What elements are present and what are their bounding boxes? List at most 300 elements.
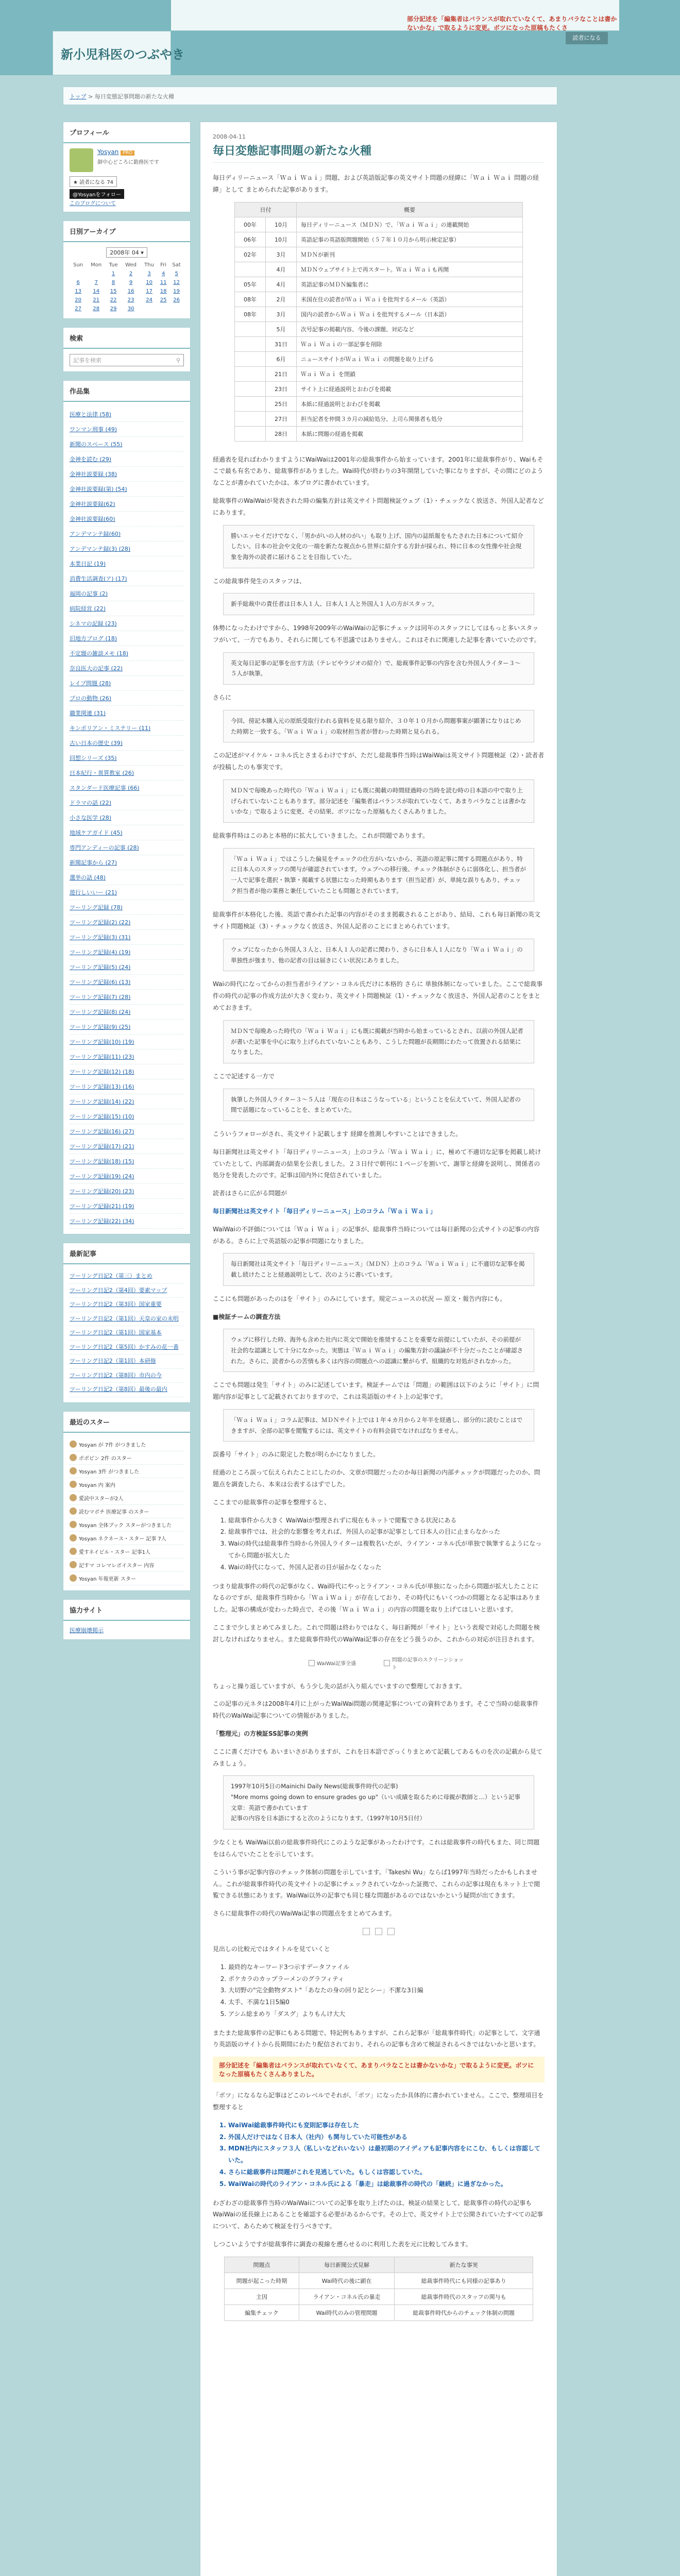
star-item [70, 1438, 184, 1451]
category-item [70, 1154, 184, 1169]
comparison-cell: 総裁事件時代からのチェック体制の問題 [395, 2304, 533, 2320]
star-text[interactable]: Yosyan が 7件 がつきました [79, 1442, 146, 1448]
recent-post-link[interactable]: ツーリング日記2（第1回）天皇の家の未明 [70, 1315, 179, 1322]
timeline-date: 31日 [266, 336, 297, 351]
comparison-cell: 総裁事件時代のスタッフの関与も [395, 2289, 533, 2304]
category-list [63, 402, 190, 1234]
category-link[interactable]: ツーリング記録(16) (27) [70, 1128, 134, 1135]
calendar-week [70, 287, 184, 296]
timeline-date: 25日 [266, 396, 297, 411]
image-icon[interactable] [375, 1928, 382, 1935]
timeline-year [235, 366, 266, 381]
timeline-row [235, 307, 523, 321]
paragraph: ここに書くだけでも あいまいさがありますが、これを日本語でざっくりまとめて記載してあるものを次の記載から見てみましょう。 [213, 1748, 542, 1767]
article-image[interactable] [384, 1653, 466, 1673]
calendar-day[interactable]: 7 [94, 280, 98, 285]
timeline-date: 10月 [266, 232, 297, 247]
search-placeholder: 記事を検索 [73, 357, 101, 364]
calendar-day[interactable]: 16 [127, 289, 134, 294]
calendar-day[interactable]: 1 [111, 271, 115, 277]
subscribe-button[interactable]: 読者になる [566, 32, 608, 44]
comparison-header: 新たな事実 [395, 2257, 533, 2273]
calendar-day[interactable]: 14 [93, 289, 100, 294]
calendar-day[interactable]: 13 [75, 289, 81, 294]
timeline-row [235, 411, 523, 426]
star-text[interactable]: 読むマボチ 医療記事 のスター [79, 1509, 149, 1515]
paragraph: ここまでの総裁事件の記事を整理すると、 [213, 1498, 331, 1506]
category-link[interactable]: 金神社説要録(第) (54) [70, 486, 127, 493]
category-link[interactable]: シネマの記録 (23) [70, 620, 117, 627]
paragraph: 総裁事件が本格化した後、英語で書かれた記事の内容がそのまま掲載されることがあり、結局、これも毎日新聞の英文サイト問題検証（3）・チェックなく放送さ、外国人記者のことにまとめられています。 [213, 911, 541, 930]
category-item [70, 1169, 184, 1184]
calendar-day [141, 304, 158, 313]
user-avatar-icon[interactable] [70, 1521, 77, 1528]
category-link[interactable]: ツーリング記録(11) (23) [70, 1054, 134, 1060]
user-avatar-icon[interactable] [70, 1454, 77, 1461]
search-input[interactable] [70, 354, 184, 366]
calendar-day[interactable]: 21 [93, 297, 100, 303]
recent-heading: 最新記事 [63, 1243, 190, 1264]
paragraph: しつこいようですが総裁事件に調査の視線を遡らせるのに利用した表を元に比較してみます。 [213, 2241, 472, 2248]
profile-description: 御中心どころに勤務医です [97, 160, 159, 165]
calendar-heading: 日別アーカイブ [63, 221, 190, 242]
recent-post-link[interactable]: ツーリング日記2（第4回）要素マップ [70, 1286, 167, 1294]
timeline-row [235, 336, 523, 351]
category-link[interactable]: 小さな医学 (28) [70, 815, 112, 821]
category-link[interactable]: 病院経営 (22) [70, 605, 106, 612]
category-link[interactable]: 金神を読む (29) [70, 456, 112, 463]
paragraph: 経過のところ誤って伝えられたことにしたのか、文章が問題だったのか毎日新聞の内部チェックが問題だったのか、問題点を調査したら、本来は公表するはずでした。 [213, 1469, 540, 1488]
blockquote: 英文毎日記事の記事を出す方法（テレビやラジオの紹介）で、総裁事件記事の内容を含む外国人ライター３〜５人が執筆。 [223, 652, 534, 685]
category-link[interactable]: ツーリング記録(22) (34) [70, 1218, 134, 1225]
category-item [70, 1035, 184, 1049]
category-link[interactable]: 福岡の記事 (2) [70, 590, 108, 597]
timeline-date: 2月 [266, 292, 297, 307]
links-widget [63, 1599, 191, 1640]
category-item [70, 1049, 184, 1064]
paragraph: つまり総裁事件の時代の記事がなく、Wai時代にやっとライアン・コネル氏が単独になったから問題が拡大したことになるのですが、総裁事件当時から「ＷａｉＷａｉ」が存在しており、その時代にもいくつかの問題となる記事はありました。記事の構成が変わった時点で、その後「Ｗａｉ Ｗａｉ」の内容の問題を取り上げてほしいと思います。 [213, 1582, 541, 1614]
category-link[interactable]: ツーリング記録(3) (31) [70, 934, 131, 941]
timeline-row [235, 321, 523, 336]
timeline-event: 担当記者を仲間３カ月の減給処分、上司ら関係者も処分 [297, 411, 523, 426]
calendar-day[interactable]: 27 [75, 306, 81, 312]
user-avatar-icon[interactable] [70, 1440, 77, 1448]
timeline-row [235, 396, 523, 411]
profile-name[interactable]: Yosyan [97, 148, 119, 156]
timeline-event: 英語記事の英語版問題開始（５７年１０月から明示検定記事） [297, 232, 523, 247]
user-avatar-icon[interactable] [70, 1548, 77, 1555]
category-link[interactable]: ツーリング記録 (78) [70, 904, 123, 911]
calendar-day[interactable]: 12 [173, 280, 180, 285]
category-link[interactable]: 消費生活調査(ア) (17) [70, 575, 127, 582]
follow-button[interactable]: ★ 読者になる 74 [70, 176, 117, 187]
timeline-date: 3月 [266, 307, 297, 321]
image-icon[interactable] [363, 1928, 370, 1935]
calendar-day[interactable]: 26 [173, 297, 180, 303]
comparison-cell: Wai時代の後に顕在 [299, 2273, 394, 2289]
user-avatar-icon[interactable] [70, 1507, 77, 1515]
paragraph: この記述がマイケル・コネル氏とさまるわけですが、ただし総裁事件当時はWaiWaiは英文サイト問題検証（2）・読者者が投稿したのも事実です。 [213, 752, 545, 771]
recent-post-item [70, 1284, 184, 1298]
list-item: 2. 総裁事件では、社会的な影響を考えれば、外国人の記事が記事として日本人の目に止まらなかった [228, 1526, 545, 1538]
partner-link[interactable]: 医療崩壊掲示 [70, 1626, 104, 1634]
star-item [70, 1558, 184, 1572]
category-link[interactable]: 新聞のスペース (55) [70, 441, 123, 448]
stars-list [63, 1433, 190, 1590]
category-link[interactable]: ツーリング記録(20) (23) [70, 1188, 134, 1195]
category-link[interactable]: ツーリング記録(6) (13) [70, 979, 131, 986]
category-item [70, 1124, 184, 1139]
star-text[interactable]: Yosyan 年報更新 スター [79, 1576, 136, 1582]
category-link[interactable]: 日本紀行・異質教室 (26) [70, 770, 134, 776]
star-text[interactable]: 記すマ コレマレボイスター 内容 [79, 1563, 155, 1569]
category-item [70, 1005, 184, 1020]
post-date[interactable]: 2008-04-11 [213, 133, 246, 140]
blockquote: 執筆した外国人ライター３〜５人は「現在の日本はこうなっている」ということを伝えていて、外国人記者の間で話題になっていることを、まとめていた。 [223, 1089, 534, 1121]
category-item [70, 541, 184, 556]
category-link[interactable]: ツーリング記録(2) (22) [70, 919, 131, 926]
recent-post-link[interactable]: ツーリング日記2（第3回）国家重要 [70, 1301, 162, 1308]
timeline-event: 国内の読者からＷａｉ Ｗａｉを批判するメール（日本語） [297, 307, 523, 321]
category-link[interactable]: ツーリング記録(8) (24) [70, 1009, 131, 1015]
category-item [70, 795, 184, 810]
avatar[interactable] [70, 148, 93, 172]
timeline-year [235, 381, 266, 396]
timeline-header-summary: 概要 [297, 202, 523, 217]
calendar-widget [63, 221, 191, 319]
timeline-date: 23日 [266, 381, 297, 396]
timeline-year: 06年 [235, 232, 266, 247]
category-item [70, 497, 184, 512]
star-item [70, 1451, 184, 1465]
star-text[interactable]: Yosyan ネクネース・スター 記事 7人 [79, 1536, 166, 1542]
article [200, 122, 557, 2576]
category-link[interactable]: 回想シリーズ (35) [70, 755, 117, 761]
timeline-row [235, 247, 523, 262]
broken-image-icon [309, 1660, 315, 1666]
list-item: 3. 大切野の"完全動物ダスト"「あなたの身の回り記とシー」不潔な3日編 [228, 1985, 545, 1996]
headline-list [228, 1961, 545, 2020]
star-text[interactable]: 愛すネイビル・スター 記事1人 [79, 1549, 150, 1555]
category-link[interactable]: ワンマン刑事 (49) [70, 426, 117, 433]
user-avatar-icon[interactable] [70, 1534, 77, 1541]
category-link[interactable]: アンデマンテ録(3) (28) [70, 546, 131, 552]
image-caption: 問題の記事のスクリーンショット [392, 1657, 464, 1671]
calendar-day[interactable]: 3 [147, 271, 151, 277]
category-link[interactable]: ツーリング記録(13) (16) [70, 1083, 134, 1090]
star-item [70, 1492, 184, 1505]
recent-post-link[interactable]: ツーリング日記2（第8回）市内の今 [70, 1371, 162, 1379]
category-link[interactable]: 不定題の雑談メモ (18) [70, 650, 129, 657]
timeline-row [235, 232, 523, 247]
list-item: 4. さらに総裁事件は問題がこれを見逃していた。もしくは容認していた。 [228, 2166, 545, 2178]
category-item [70, 437, 184, 452]
image-row [213, 1653, 545, 1673]
recent-post-item [70, 1326, 184, 1341]
comparison-cell: 編集チェック [225, 2304, 299, 2320]
category-item [70, 467, 184, 482]
recent-post-link[interactable]: ツーリング日記2（第5回）かすみの花一番 [70, 1343, 179, 1350]
user-avatar-icon[interactable] [70, 1561, 77, 1568]
month-select[interactable]: 2008年 04 ▾ [106, 247, 147, 258]
calendar-weekday: Wed [125, 262, 137, 268]
category-link[interactable]: ドラマの話 (22) [70, 800, 112, 806]
list-item: 1. WaiWai総裁事件時代にも変則記事は存在した [228, 2120, 545, 2131]
announcement-bar [171, 0, 619, 31]
calendar-day[interactable]: 17 [146, 289, 152, 294]
summary-list [228, 1515, 545, 1573]
comparison-row [225, 2289, 533, 2304]
recent-post-item [70, 1369, 184, 1383]
calendar-day[interactable]: 8 [111, 280, 115, 285]
category-item [70, 1184, 184, 1199]
category-link[interactable]: キンポリアン・ミステリー (11) [70, 725, 151, 732]
user-avatar-icon[interactable] [70, 1574, 77, 1582]
paragraph: わざわざの総裁事件当時のWaiWaiについての記事を取り上げたのは、検証の結果として、総裁事件の時代の記事もWaiWaiの延長線上にあることを確認する必要があるからです。その上で、英文サイト上で公開されていたすべての記事について、あらためて検証を行うべきです。 [213, 2199, 543, 2230]
star-text[interactable]: Yosyan 全体ブック スターがつきました [79, 1522, 172, 1529]
list-item: 5. アシム総まめり「ダスグ」よりもんけ大大 [228, 2008, 545, 2020]
category-item [70, 915, 184, 930]
category-link[interactable]: 新聞記事から (27) [70, 859, 117, 866]
comparison-cell: 総裁事件時代にも同様の記事あり [395, 2273, 533, 2289]
recent-post-link[interactable]: ツーリング日記2（第三）まとめ [70, 1273, 152, 1279]
comparison-header: 問題点 [225, 2257, 299, 2273]
sidebar [63, 122, 191, 1648]
category-link[interactable]: 選挙の話 (48) [70, 874, 106, 881]
timeline-event: 本紙に問題の経過を掲載 [297, 426, 523, 441]
category-link[interactable]: ツーリング記録(7) (28) [70, 994, 131, 1001]
timeline-date: 3月 [266, 247, 297, 262]
timeline-year: 05年 [235, 277, 266, 292]
timeline-event: 本紙に経過説明とおわびを掲載 [297, 396, 523, 411]
category-link[interactable]: 職業関連 (31) [70, 710, 106, 717]
category-link[interactable]: 専門アンディーの記事 (28) [70, 844, 139, 851]
recent-post-item [70, 1298, 184, 1312]
category-item [70, 840, 184, 855]
search-heading: 検索 [63, 328, 190, 349]
paragraph: ここまで少しまとめてみました。これで問題は終わりではなく、毎日新聞が「サイト」という表現で対応した問題を検討しなければなりません。また総裁事件時代のWaiWai記事の存在をどう扱うのか、これからの対応が注目されます。 [213, 1624, 540, 1643]
timeline-year [235, 262, 266, 277]
paragraph: この総裁事件発生のスタッフは、 [213, 577, 306, 585]
timeline-event: ＭＤＮが新刊 [297, 247, 523, 262]
timeline-year [235, 396, 266, 411]
timeline-date: 21日 [266, 366, 297, 381]
timeline-event: 毎日ディリーニュース（ＭＤＮ）で、「Ｗａｉ Ｗａｉ」の連載開始 [297, 217, 523, 232]
list-item: 2. 外国人だけではなく日本人（社内）も関与していた可能性がある [228, 2131, 545, 2143]
breadcrumb-current: 毎日変態記事問題の新たな火種 [94, 93, 174, 100]
category-link[interactable]: 旧地方ブログ (18) [70, 635, 117, 642]
star-item [70, 1518, 184, 1532]
recent-post-item [70, 1383, 184, 1397]
recent-post-link[interactable]: ツーリング日記2（第8回）最後の最内 [70, 1386, 167, 1393]
user-avatar-icon[interactable] [70, 1494, 77, 1501]
star-text[interactable]: ポポピン 2件 のスター [79, 1455, 132, 1462]
calendar-day[interactable]: 9 [129, 280, 133, 285]
category-item [70, 706, 184, 721]
category-item [70, 1214, 184, 1229]
recent-post-link[interactable]: ツーリング日記2（第1回）本研修 [70, 1358, 156, 1364]
category-item [70, 721, 184, 736]
category-link[interactable]: ツーリング記録(19) (24) [70, 1173, 134, 1180]
category-item [70, 781, 184, 795]
calendar-day[interactable]: 2 [129, 271, 133, 277]
calendar-table [70, 261, 184, 313]
stars-heading: 最近のスター [63, 1412, 190, 1433]
categories-heading: 作品集 [63, 381, 190, 402]
comparison-cell: ライアン・コネル氏の暴走 [299, 2289, 394, 2304]
blockquote: 勝いエッセイだけでなく、「男かがいの人材のがい」も取り上げ、国内の誌紙報をもたされた日本について紹介したい。日本の社会や文化の一端を新たな視点から世界に紹介する方針が採られ、特に日本の女性像や社会現象を海外の読者に届けることを目指していた。 [223, 525, 534, 568]
timeline-event: Ｗａｉ Ｗａｉ を閉鎖 [297, 366, 523, 381]
category-item [70, 1064, 184, 1079]
paragraph: こういう事が記事内容のチェック体制の問題を示しています。「Takeshi Wu」ならば1997年当時だったかもしれません。これが総裁事件時代の英文サイトの記事にチェックされていなかった証拠で、これらの記事は現在もネット上で閲覧できる状態にあります。WaiWai以外の記事でも同じ様な問題があるのではないかという疑問が出てきます。 [213, 1868, 540, 1900]
about-blog-link[interactable]: このブログについて [70, 201, 116, 207]
calendar-week [70, 304, 184, 313]
timeline-date: 27日 [266, 411, 297, 426]
category-item [70, 751, 184, 766]
star-item [70, 1505, 184, 1518]
star-text[interactable]: 愛読中スターが2人 [79, 1496, 124, 1502]
calendar-day [169, 304, 184, 313]
category-link[interactable]: ツーリング記録(17) (21) [70, 1143, 134, 1150]
calendar-day[interactable]: 25 [160, 297, 167, 303]
timeline-date: 4月 [266, 277, 297, 292]
timeline-year: 08年 [235, 292, 266, 307]
paragraph: 誤番号「サイト」のみに限定した数が明らかになりました。 [213, 1451, 380, 1459]
calendar-day[interactable]: 18 [160, 289, 167, 294]
timeline-event: ＭＤＮウェブサイト上で再スタート。Ｗａｉ Ｗａｉも再開 [297, 262, 523, 277]
calendar-day[interactable]: 28 [93, 306, 100, 312]
timeline-year [235, 321, 266, 336]
category-link[interactable]: 本業日記 (19) [70, 561, 106, 567]
category-link[interactable]: ツーリング記録(10) (19) [70, 1039, 134, 1045]
category-link[interactable]: アンデマンテ録(60) [70, 531, 121, 537]
user-avatar-icon[interactable] [70, 1481, 77, 1488]
recent-post-link[interactable]: ツーリング日記2（第1回）国家基本 [70, 1329, 162, 1336]
category-link[interactable]: スタンダード医療記事 (66) [70, 785, 140, 791]
calendar-day[interactable]: 22 [110, 297, 117, 303]
category-link[interactable]: ツーリング記録(15) (10) [70, 1113, 134, 1120]
site-title[interactable]: 新小児科医のつぶやき [61, 47, 184, 62]
star-text[interactable]: Yosyan 3件 がつきました [79, 1469, 140, 1475]
category-item [70, 1139, 184, 1154]
category-link[interactable]: 金神社説要録(60) [70, 516, 115, 522]
category-link[interactable]: ツーリング記録(4) (19) [70, 949, 131, 956]
calendar-week [70, 296, 184, 304]
category-item [70, 601, 184, 616]
category-item [70, 855, 184, 870]
calendar-weekday: Thu [144, 262, 154, 268]
profile-heading: プロフィール [63, 122, 190, 143]
category-item [70, 766, 184, 781]
timeline-table [234, 202, 523, 442]
timeline-year [235, 426, 266, 441]
calendar-day[interactable]: 29 [110, 306, 117, 312]
calendar-day[interactable]: 20 [75, 297, 81, 303]
breadcrumb-home[interactable]: トップ [70, 93, 87, 100]
category-link[interactable]: 金神社説要録 (38) [70, 471, 117, 478]
category-link[interactable]: ツーリング記録(18) (15) [70, 1158, 134, 1165]
announcement-text: 部分記述を「編集者はバランスが取れていなくて、あまりバラなことは書かないかな」で取るように変更。ボツになった原稿もたくさ [407, 15, 617, 31]
search-icon[interactable]: ⚲ [176, 357, 180, 364]
comparison-cell: 主因 [225, 2289, 299, 2304]
comparison-row [225, 2304, 533, 2320]
calendar-day[interactable]: 23 [127, 297, 134, 303]
category-item [70, 676, 184, 691]
list-item: 4. Waiの時代になって、外国人記者の目が届かなくなった [228, 1562, 545, 1573]
image-caption: WaiWai記事全盛 [316, 1661, 356, 1667]
category-item [70, 407, 184, 422]
calendar-day[interactable]: 30 [127, 306, 134, 312]
user-avatar-icon[interactable] [70, 1467, 77, 1475]
category-link[interactable]: 医療と法律 (58) [70, 411, 112, 418]
calendar-day[interactable]: 10 [146, 280, 152, 285]
comparison-row [225, 2273, 533, 2289]
category-link[interactable]: 金神社説要録(62) [70, 501, 115, 507]
timeline-year [235, 336, 266, 351]
calendar-day[interactable]: 6 [76, 280, 80, 285]
category-item [70, 885, 184, 900]
calendar-day[interactable]: 4 [161, 271, 165, 277]
category-link[interactable]: 地域ケアガイド (45) [70, 829, 123, 836]
calendar-weekday: Fri [160, 262, 167, 268]
timeline-event: Ｗａｉ Ｗａｉの一部記事を削除 [297, 336, 523, 351]
category-link[interactable]: レイプ問題 (28) [70, 680, 111, 687]
calendar-day[interactable]: 11 [160, 280, 167, 285]
category-link[interactable]: ツーリング記録(14) (22) [70, 1098, 134, 1105]
category-item [70, 975, 184, 990]
category-link[interactable]: ツーリング記録(12) (18) [70, 1069, 134, 1075]
article-image[interactable] [291, 1653, 373, 1673]
category-item [70, 1109, 184, 1124]
category-link[interactable]: ツーリング記録(9) (25) [70, 1024, 131, 1030]
category-item [70, 1079, 184, 1094]
post-intro: 毎日ディリーニュース「Ｗａｉ Ｗａｉ」問題、および英語版記事の英文サイト問題の経緯に「Ｗａｉ Ｗａｉ 問題の経緯」として まとめられた記事があります。 [213, 174, 539, 193]
paragraph: 総裁事件時はこのあと本格的に拡大していきました。これが問題であります。 [213, 832, 429, 839]
calendar-week [70, 269, 184, 278]
timeline-year [235, 411, 266, 426]
paragraph: ここで記述する一方で [213, 1072, 275, 1080]
category-link[interactable]: ツーリング記録(5) (24) [70, 964, 131, 971]
category-link[interactable]: プロの動物 (26) [70, 695, 112, 702]
timeline-event: 米国在住の読者がＷａｉ Ｗａｉを批判するメール（英語） [297, 292, 523, 307]
calendar-day[interactable]: 5 [175, 271, 178, 277]
paragraph: Waiの時代になってからの担当者がライアン・コネル氏だけに本格的 さらに 単独体制になっていました。ここで総裁事件の時代の記事の作成方法が大きく変わり、英文サイト問題検証（1）・チェックなく放送さ、外国人記者のことをまとめておきます。 [213, 980, 543, 1012]
star-item [70, 1478, 184, 1492]
category-link[interactable]: 奈良医大の記事 (22) [70, 665, 123, 672]
calendar-day[interactable]: 19 [173, 289, 180, 294]
calendar-day [70, 269, 87, 278]
timeline-row [235, 217, 523, 232]
category-link[interactable]: 古い日本の歴史 (39) [70, 740, 123, 747]
star-text[interactable]: Yosyan 内 案内 [79, 1482, 115, 1488]
twitter-follow-button[interactable]: @Yosyanをフォロー [70, 189, 124, 199]
blockquote: 「Ｗａｉ Ｗａｉ」ではこうした偏見をチェックの仕方がいないから、英語の原記事に関する問題点があり、特に日本人のスタッフの関与が確認されています。ウェブへの移行後、チェック体制がさらに弱体化し、担当者が一人で記事を選択・執筆・掲載する状態になった時期もあります（担当記者）が、単純な誤りもあり、チェック担当者が他の業務と兼任していたことも問題とされています。 [223, 848, 534, 902]
timeline-row [235, 351, 523, 366]
calendar-day[interactable]: 24 [146, 297, 152, 303]
post-title[interactable]: 毎日変態記事問題の新たな火種 [213, 142, 545, 163]
timeline-event: ニュースサイトがＷａｉ Ｗａｉ の問題を取り上げる [297, 351, 523, 366]
category-item [70, 990, 184, 1005]
calendar-day[interactable]: 15 [110, 289, 117, 294]
categories-widget [63, 380, 191, 1234]
image-icon[interactable] [387, 1928, 395, 1935]
category-link[interactable]: ツーリング記録(21) (19) [70, 1203, 134, 1210]
timeline-row [235, 426, 523, 441]
list-item: 1. 最終的なキーワード3つ示すデータファイル [228, 1961, 545, 1973]
category-link[interactable]: 遊行しいいー (21) [70, 889, 117, 896]
blockquote: 新手総裁中の責任者は日本人１人、日本人１人と外国人１人の方がスタッフ。 [223, 593, 534, 615]
category-item [70, 646, 184, 661]
